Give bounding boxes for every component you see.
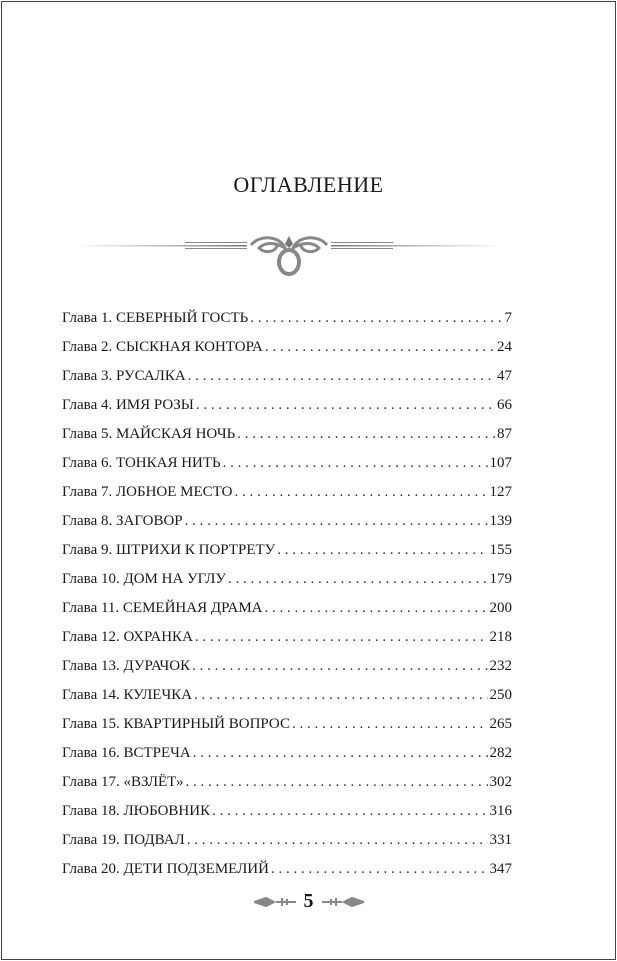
footer-ornament-right-icon [322, 896, 364, 908]
dot-leader [234, 484, 487, 501]
chapter-title: Глава 2. СЫСКНАЯ КОНТОРА [62, 339, 263, 355]
chapter-title: Глава 4. ИМЯ РОЗЫ [62, 397, 194, 413]
chapter-page-number: 250 [489, 687, 512, 703]
chapter-page-number: 7 [504, 310, 512, 326]
dot-leader [187, 832, 488, 849]
chapter-page-number: 316 [489, 803, 512, 819]
page-title: ОГЛАВЛЕНИЕ [233, 172, 384, 197]
page-footer [0, 890, 617, 913]
toc-entry[interactable] [62, 861, 512, 890]
chapter-page-number: 127 [489, 484, 512, 500]
chapter-title: Глава 9. ШТРИХИ К ПОРТРЕТУ [62, 542, 276, 558]
dot-leader [196, 397, 495, 414]
chapter-title: Глава 10. ДОМ НА УГЛУ [62, 571, 227, 587]
toc-entry[interactable] [62, 832, 512, 861]
chapter-title: Глава 3. РУСАЛКА [62, 368, 186, 384]
chapter-page-number: 66 [497, 397, 512, 413]
page-number: 5 [303, 890, 314, 912]
chapter-title: Глава 19. ПОДВАЛ [62, 832, 185, 848]
chapter-page-number: 218 [489, 629, 512, 645]
chapter-title: Глава 1. СЕВЕРНЫЙ ГОСТЬ [62, 310, 249, 326]
dot-leader [185, 513, 488, 530]
dot-leader [228, 571, 487, 588]
chapter-title: Глава 20. ДЕТИ ПОДЗЕМЕЛИЙ [62, 861, 269, 877]
chapter-title: Глава 15. КВАРТИРНЫЙ ВОПРОС [62, 716, 290, 732]
chapter-title: Глава 6. ТОНКАЯ НИТЬ [62, 455, 221, 471]
chapter-title: Глава 13. ДУРАЧОК [62, 658, 191, 674]
chapter-page-number: 302 [489, 774, 512, 790]
dot-leader [277, 542, 487, 559]
toc-entry[interactable] [62, 426, 512, 455]
toc-entry[interactable] [62, 455, 512, 484]
chapter-title: Глава 11. СЕМЕЙНАЯ ДРАМА [62, 600, 263, 616]
dot-leader [195, 629, 488, 646]
chapter-title: Глава 17. «ВЗЛЁТ» [62, 774, 184, 790]
chapter-page-number: 265 [489, 716, 512, 732]
chapter-page-number: 87 [497, 426, 512, 442]
chapter-page-number: 282 [489, 745, 512, 761]
chapter-page-number: 179 [489, 571, 512, 587]
chapter-page-number: 155 [489, 542, 512, 558]
toc-entry[interactable] [62, 687, 512, 716]
dot-leader [212, 803, 487, 820]
chapter-page-number: 139 [489, 513, 512, 529]
chapter-page-number: 232 [489, 658, 512, 674]
chapter-title: Глава 16. ВСТРЕЧА [62, 745, 191, 761]
toc-entry[interactable] [62, 542, 512, 571]
chapter-page-number: 47 [497, 368, 512, 384]
toc-entry[interactable] [62, 310, 512, 339]
dot-leader [237, 426, 495, 443]
toc-entry[interactable] [62, 658, 512, 687]
chapter-title: Глава 7. ЛОБНОЕ МЕСТО [62, 484, 233, 500]
dot-leader [265, 339, 495, 356]
ornament-divider-icon [75, 232, 503, 278]
toc-entry[interactable] [62, 513, 512, 542]
chapter-page-number: 107 [489, 455, 512, 471]
dot-leader [185, 774, 487, 791]
toc-entry[interactable] [62, 774, 512, 803]
dot-leader [188, 368, 495, 385]
chapter-page-number: 24 [497, 339, 512, 355]
dot-leader [193, 745, 488, 762]
chapter-title: Глава 18. ЛЮБОВНИК [62, 803, 211, 819]
toc-entry[interactable] [62, 368, 512, 397]
dot-leader [292, 716, 488, 733]
dot-leader [194, 687, 487, 704]
toc-entry[interactable] [62, 745, 512, 774]
toc-entry[interactable] [62, 571, 512, 600]
chapter-title: Глава 5. МАЙСКАЯ НОЧЬ [62, 426, 236, 442]
chapter-title: Глава 14. КУЛЕЧКА [62, 687, 193, 703]
dot-leader [271, 861, 488, 878]
toc-entry[interactable] [62, 484, 512, 513]
chapter-title: Глава 12. ОХРАНКА [62, 629, 193, 645]
chapter-page-number: 331 [489, 832, 512, 848]
chapter-page-number: 347 [489, 861, 512, 877]
toc-entry[interactable] [62, 803, 512, 832]
dot-leader [223, 455, 488, 472]
toc-entry[interactable] [62, 716, 512, 745]
toc-entry[interactable] [62, 339, 512, 368]
dot-leader [192, 658, 487, 675]
toc-entry[interactable] [62, 629, 512, 658]
dot-leader [265, 600, 488, 617]
dot-leader [250, 310, 502, 327]
toc-entry[interactable] [62, 600, 512, 629]
footer-ornament-left-icon [254, 896, 296, 908]
chapter-page-number: 200 [489, 600, 512, 616]
toc-entry[interactable] [62, 397, 512, 426]
chapter-title: Глава 8. ЗАГОВОР [62, 513, 183, 529]
table-of-contents [62, 310, 512, 890]
